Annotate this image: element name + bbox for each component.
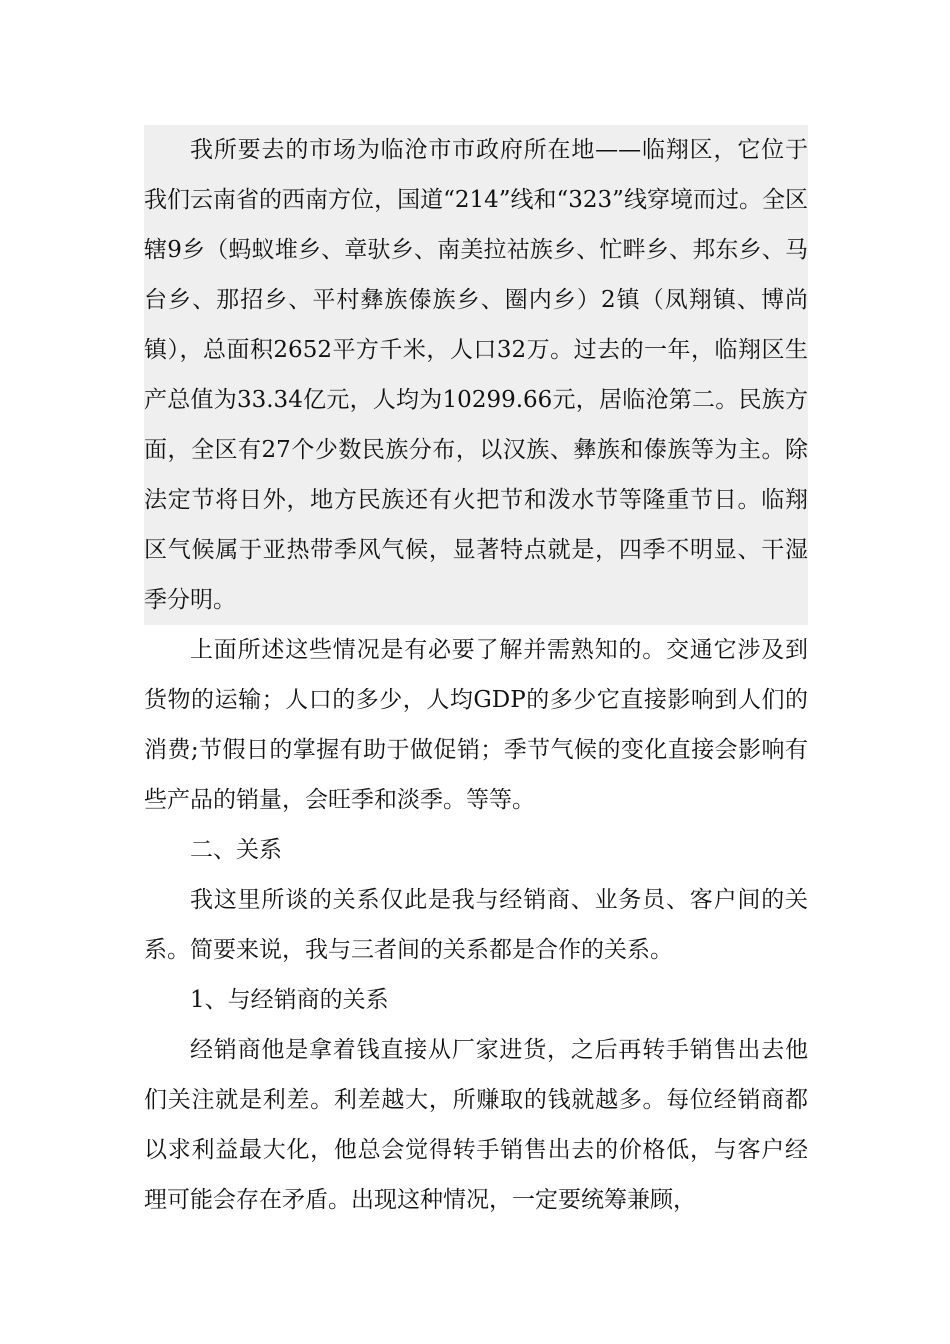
paragraph-relations-intro: 我这里所谈的关系仅此是我与经销商、业务员、客户间的关系。简要来说，我与三者间的关系都是合作的关系。 xyxy=(144,887,808,963)
paragraph-market-importance: 上面所述这些情况是有必要了解并需熟知的。交通它涉及到货物的运输；人口的多少，人均GDP的多少它直接影响到人们的消费;节假日的掌握有助于做促销；季节气候的变化直接会影响有些产品的销量，会旺季和淡季。等等。 xyxy=(144,637,808,813)
paragraph-market-overview: 我所要去的市场为临沧市市政府所在地——临翔区，它位于我们云南省的西南方位，国道“214”线和“323”线穿境而过。全区辖9乡（蚂蚁堆乡、章驮乡、南美拉祜族乡、忙畔乡、邦东乡、马台乡、那招乡、平村彝族傣族乡、圈内乡）2镇（凤翔镇、博尚镇），总面积2652平方千米，人口32万。过去的一年，临翔区生产总值为33.34亿元，人均为10299.66元，居临沧第二。民族方面，全区有27个少数民族分布，以汉族、彝族和傣族等为主。除法定节将日外，地方民族还有火把节和泼水节等隆重节日。临翔区气候属于亚热带季风气候，显著特点就是，四季不明显、干湿季分明。 xyxy=(144,137,808,613)
paragraph-dealer-relation: 经销商他是拿着钱直接从厂家进货，之后再转手销售出去他们关注就是利差。利差越大，所赚取的钱就越多。每位经销商都以求利益最大化，他总会觉得转手销售出去的价格低，与客户经理可能会存在矛盾。出现这种情况，一定要统筹兼顾， xyxy=(144,1037,808,1213)
section-heading-relations: 二、关系 xyxy=(190,837,282,863)
subheading-dealer-relation: 1、与经销商的关系 xyxy=(190,987,389,1013)
document-body xyxy=(144,125,808,1225)
shaded-block xyxy=(144,125,808,625)
